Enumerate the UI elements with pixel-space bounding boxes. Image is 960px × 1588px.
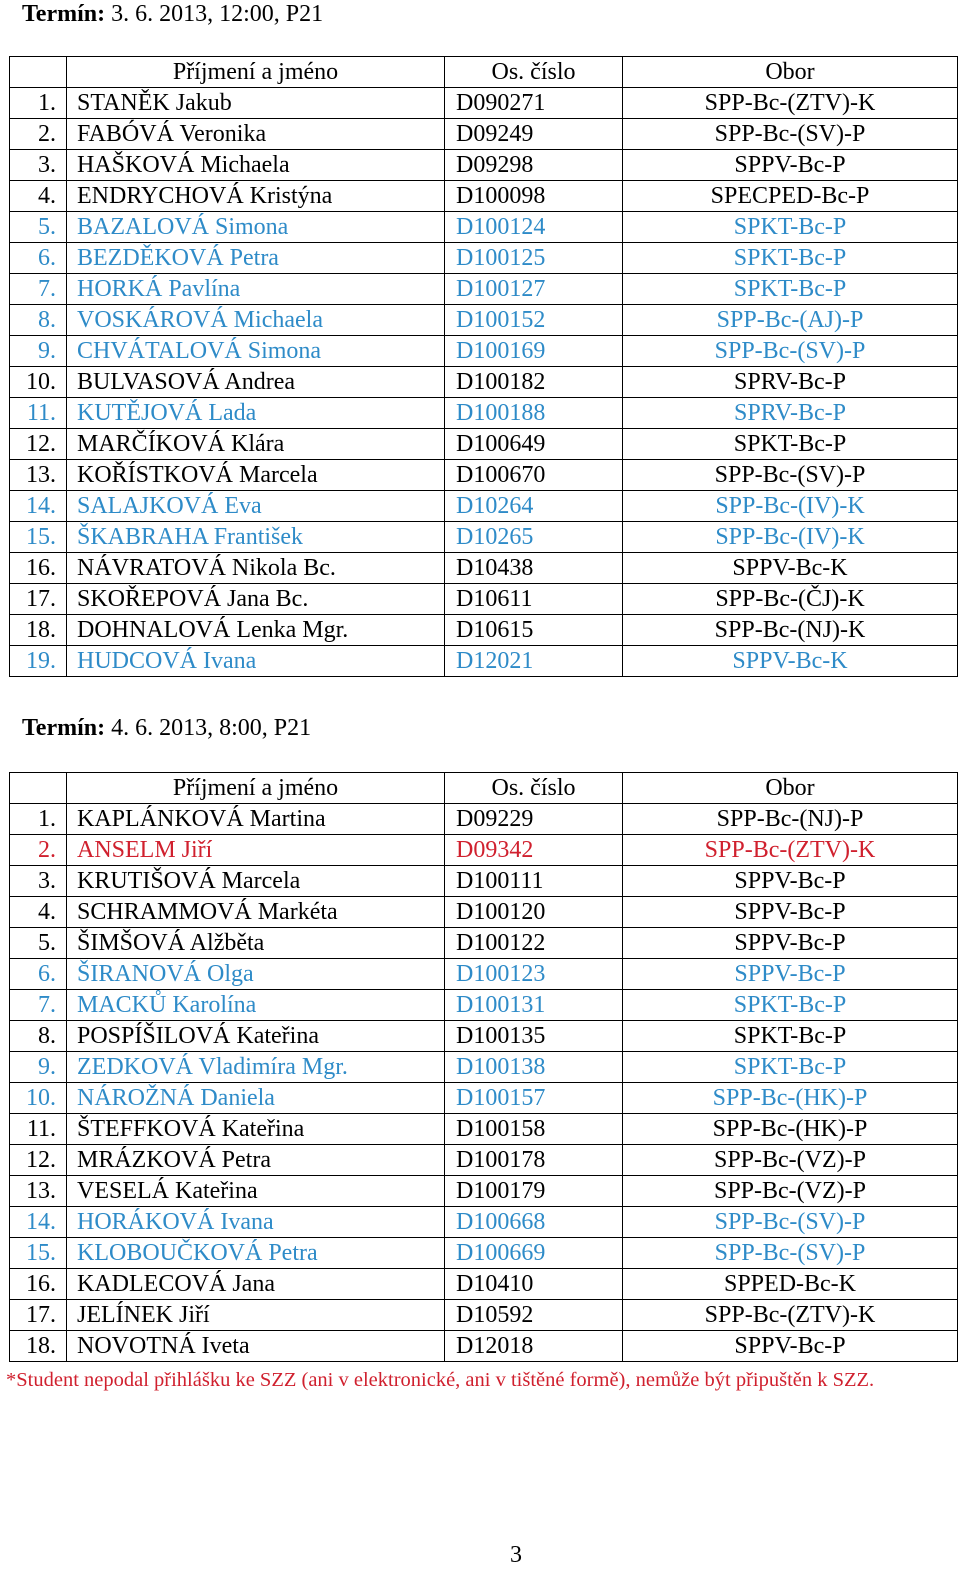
row-number-cell bbox=[10, 1331, 67, 1362]
table-row bbox=[10, 990, 958, 1021]
row-number-cell bbox=[10, 928, 67, 959]
name-cell: HAŠKOVÁ Michaela bbox=[67, 150, 445, 181]
table-row bbox=[10, 1207, 958, 1238]
name-cell: ŠIRANOVÁ Olga bbox=[67, 959, 445, 990]
row-number-cell bbox=[10, 990, 67, 1021]
name-cell: HUDCOVÁ Ivana bbox=[67, 646, 445, 677]
name-cell: VESELÁ Kateřina bbox=[67, 1176, 445, 1207]
id-cell: D090271 bbox=[445, 88, 623, 119]
row-number: 11. bbox=[26, 400, 56, 426]
name-cell: ŠKABRAHA František bbox=[67, 522, 445, 553]
table-row bbox=[10, 1300, 958, 1331]
row-number: 3. bbox=[38, 152, 56, 178]
obor-cell: SPP-Bc-(SV)-P bbox=[623, 1207, 958, 1238]
obor-cell: SPPV-Bc-P bbox=[623, 897, 958, 928]
row-number: 14. bbox=[26, 1209, 56, 1235]
id-cell: D12018 bbox=[445, 1331, 623, 1362]
obor-cell: SPP-Bc-(ČJ)-K bbox=[623, 584, 958, 615]
obor-cell: SPP-Bc-(SV)-P bbox=[623, 336, 958, 367]
name-cell: JELÍNEK Jiří bbox=[67, 1300, 445, 1331]
row-number-cell bbox=[10, 429, 67, 460]
row-number: 5. bbox=[38, 930, 56, 956]
table-row bbox=[10, 336, 958, 367]
row-number: 18. bbox=[26, 617, 56, 643]
row-number: 15. bbox=[26, 1240, 56, 1266]
name-cell: KAPLÁNKOVÁ Martina bbox=[67, 804, 445, 835]
table-row bbox=[10, 897, 958, 928]
id-cell: D09298 bbox=[445, 150, 623, 181]
section-2-info: 4. 6. 2013, 8:00, P21 bbox=[111, 715, 312, 741]
table-row bbox=[10, 1114, 958, 1145]
table-row bbox=[10, 1331, 958, 1362]
obor-cell: SPKT-Bc-P bbox=[623, 243, 958, 274]
id-cell: D10592 bbox=[445, 1300, 623, 1331]
row-number: 2. bbox=[38, 121, 56, 147]
row-number: 16. bbox=[26, 1271, 56, 1297]
row-number: 19. bbox=[26, 648, 56, 674]
name-cell: MARČÍKOVÁ Klára bbox=[67, 429, 445, 460]
table-row bbox=[10, 1145, 958, 1176]
table-row bbox=[10, 305, 958, 336]
table-row bbox=[10, 181, 958, 212]
row-number-cell bbox=[10, 584, 67, 615]
row-number: 13. bbox=[26, 462, 56, 488]
row-number-cell bbox=[10, 1269, 67, 1300]
row-number-cell bbox=[10, 959, 67, 990]
id-cell: D100670 bbox=[445, 460, 623, 491]
name-cell: MACKŮ Karolína bbox=[67, 990, 445, 1021]
table-row bbox=[10, 398, 958, 429]
obor-cell: SPRV-Bc-P bbox=[623, 398, 958, 429]
row-number-cell bbox=[10, 88, 67, 119]
row-number: 17. bbox=[26, 586, 56, 612]
table-row bbox=[10, 835, 958, 866]
row-number: 12. bbox=[26, 431, 56, 457]
table-row bbox=[10, 460, 958, 491]
row-number-cell bbox=[10, 460, 67, 491]
section-2-table bbox=[9, 772, 958, 1362]
row-number-cell bbox=[10, 119, 67, 150]
name-cell: BULVASOVÁ Andrea bbox=[67, 367, 445, 398]
table-row bbox=[10, 553, 958, 584]
table-row bbox=[10, 1052, 958, 1083]
id-cell: D10410 bbox=[445, 1269, 623, 1300]
obor-cell: SPKT-Bc-P bbox=[623, 990, 958, 1021]
name-cell: KLOBOUČKOVÁ Petra bbox=[67, 1238, 445, 1269]
obor-cell: SPP-Bc-(ZTV)-K bbox=[623, 1300, 958, 1331]
obor-cell: SPP-Bc-(HK)-P bbox=[623, 1114, 958, 1145]
table-header-row bbox=[10, 57, 958, 88]
row-number-cell bbox=[10, 1114, 67, 1145]
id-cell: D100152 bbox=[445, 305, 623, 336]
row-number: 7. bbox=[38, 276, 56, 302]
obor-cell: SPP-Bc-(ZTV)-K bbox=[623, 88, 958, 119]
table-row bbox=[10, 119, 958, 150]
section-2-label: Termín: bbox=[22, 715, 106, 741]
obor-cell: SPP-Bc-(NJ)-K bbox=[623, 615, 958, 646]
header-name-cell: Příjmení a jméno bbox=[67, 57, 445, 88]
table-row bbox=[10, 1083, 958, 1114]
header-num-cell bbox=[10, 773, 67, 804]
obor-cell: SPP-Bc-(IV)-K bbox=[623, 522, 958, 553]
id-cell: D09249 bbox=[445, 119, 623, 150]
row-number: 4. bbox=[38, 183, 56, 209]
table-row bbox=[10, 615, 958, 646]
name-cell: NOVOTNÁ Iveta bbox=[67, 1331, 445, 1362]
row-number: 13. bbox=[26, 1178, 56, 1204]
name-cell: KADLECOVÁ Jana bbox=[67, 1269, 445, 1300]
id-cell: D100179 bbox=[445, 1176, 623, 1207]
obor-cell: SPP-Bc-(SV)-P bbox=[623, 1238, 958, 1269]
row-number: 6. bbox=[38, 245, 56, 271]
name-cell: HORKÁ Pavlína bbox=[67, 274, 445, 305]
id-cell: D100122 bbox=[445, 928, 623, 959]
header-obor-cell: Obor bbox=[623, 57, 958, 88]
table-row bbox=[10, 866, 958, 897]
table-row bbox=[10, 243, 958, 274]
obor-cell: SPP-Bc-(ZTV)-K bbox=[623, 835, 958, 866]
name-cell: POSPÍŠILOVÁ Kateřina bbox=[67, 1021, 445, 1052]
row-number: 18. bbox=[26, 1333, 56, 1359]
obor-cell: SPP-Bc-(AJ)-P bbox=[623, 305, 958, 336]
obor-cell: SPP-Bc-(HK)-P bbox=[623, 1083, 958, 1114]
id-cell: D10264 bbox=[445, 491, 623, 522]
name-cell: SCHRAMMOVÁ Markéta bbox=[67, 897, 445, 928]
id-cell: D12021 bbox=[445, 646, 623, 677]
row-number-cell bbox=[10, 553, 67, 584]
obor-cell: SPRV-Bc-P bbox=[623, 367, 958, 398]
obor-cell: SPKT-Bc-P bbox=[623, 1021, 958, 1052]
row-number: 10. bbox=[26, 369, 56, 395]
header-obor-cell: Obor bbox=[623, 773, 958, 804]
table-row bbox=[10, 212, 958, 243]
row-number: 8. bbox=[38, 1023, 56, 1049]
id-cell: D09342 bbox=[445, 835, 623, 866]
obor-cell: SPPV-Bc-P bbox=[623, 866, 958, 897]
id-cell: D100178 bbox=[445, 1145, 623, 1176]
name-cell: STANĚK Jakub bbox=[67, 88, 445, 119]
name-cell: MRÁZKOVÁ Petra bbox=[67, 1145, 445, 1176]
header-name-cell: Příjmení a jméno bbox=[67, 773, 445, 804]
id-cell: D100127 bbox=[445, 274, 623, 305]
page-number: 3 bbox=[510, 1542, 522, 1568]
section-1-info: 3. 6. 2013, 12:00, P21 bbox=[111, 1, 324, 27]
table-header-row bbox=[10, 773, 958, 804]
table-row bbox=[10, 1269, 958, 1300]
obor-cell: SPP-Bc-(SV)-P bbox=[623, 460, 958, 491]
name-cell: VOSKÁROVÁ Michaela bbox=[67, 305, 445, 336]
row-number: 9. bbox=[38, 338, 56, 364]
obor-cell: SPP-Bc-(IV)-K bbox=[623, 491, 958, 522]
obor-cell: SPPV-Bc-K bbox=[623, 646, 958, 677]
row-number-cell bbox=[10, 1052, 67, 1083]
section-2-heading bbox=[22, 714, 311, 742]
id-cell: D100158 bbox=[445, 1114, 623, 1145]
name-cell: ENDRYCHOVÁ Kristýna bbox=[67, 181, 445, 212]
id-cell: D100124 bbox=[445, 212, 623, 243]
section-1-table bbox=[9, 56, 958, 677]
row-number-cell bbox=[10, 835, 67, 866]
row-number: 16. bbox=[26, 555, 56, 581]
name-cell: SKOŘEPOVÁ Jana Bc. bbox=[67, 584, 445, 615]
row-number-cell bbox=[10, 336, 67, 367]
row-number-cell bbox=[10, 367, 67, 398]
row-number-cell bbox=[10, 804, 67, 835]
row-number: 4. bbox=[38, 899, 56, 925]
row-number-cell bbox=[10, 522, 67, 553]
id-cell: D100131 bbox=[445, 990, 623, 1021]
id-cell: D100098 bbox=[445, 181, 623, 212]
row-number-cell bbox=[10, 274, 67, 305]
row-number: 1. bbox=[38, 806, 56, 832]
name-cell: BEZDĚKOVÁ Petra bbox=[67, 243, 445, 274]
name-cell: CHVÁTALOVÁ Simona bbox=[67, 336, 445, 367]
id-cell: D100169 bbox=[445, 336, 623, 367]
id-cell: D100138 bbox=[445, 1052, 623, 1083]
table-row bbox=[10, 584, 958, 615]
name-cell: DOHNALOVÁ Lenka Mgr. bbox=[67, 615, 445, 646]
obor-cell: SPKT-Bc-P bbox=[623, 429, 958, 460]
name-cell: KOŘÍSTKOVÁ Marcela bbox=[67, 460, 445, 491]
row-number-cell bbox=[10, 212, 67, 243]
row-number-cell bbox=[10, 897, 67, 928]
id-cell: D10438 bbox=[445, 553, 623, 584]
row-number-cell bbox=[10, 1207, 67, 1238]
row-number-cell bbox=[10, 1021, 67, 1052]
obor-cell: SPP-Bc-(SV)-P bbox=[623, 119, 958, 150]
row-number-cell bbox=[10, 243, 67, 274]
table-row bbox=[10, 804, 958, 835]
id-cell: D100649 bbox=[445, 429, 623, 460]
id-cell: D100157 bbox=[445, 1083, 623, 1114]
row-number-cell bbox=[10, 398, 67, 429]
id-cell: D10265 bbox=[445, 522, 623, 553]
row-number-cell bbox=[10, 646, 67, 677]
id-cell: D10615 bbox=[445, 615, 623, 646]
row-number-cell bbox=[10, 181, 67, 212]
table-row bbox=[10, 1238, 958, 1269]
id-cell: D100123 bbox=[445, 959, 623, 990]
obor-cell: SPKT-Bc-P bbox=[623, 1052, 958, 1083]
row-number-cell bbox=[10, 1083, 67, 1114]
obor-cell: SPKT-Bc-P bbox=[623, 274, 958, 305]
name-cell: HORÁKOVÁ Ivana bbox=[67, 1207, 445, 1238]
header-num-cell bbox=[10, 57, 67, 88]
table-row bbox=[10, 646, 958, 677]
row-number: 3. bbox=[38, 868, 56, 894]
obor-cell: SPP-Bc-(VZ)-P bbox=[623, 1176, 958, 1207]
obor-cell: SPPV-Bc-P bbox=[623, 150, 958, 181]
row-number: 2. bbox=[38, 837, 56, 863]
section-1-heading bbox=[22, 0, 323, 28]
header-id-cell: Os. číslo bbox=[445, 57, 623, 88]
row-number-cell bbox=[10, 150, 67, 181]
row-number-cell bbox=[10, 305, 67, 336]
obor-cell: SPPV-Bc-P bbox=[623, 959, 958, 990]
row-number: 12. bbox=[26, 1147, 56, 1173]
row-number: 11. bbox=[26, 1116, 56, 1142]
name-cell: SALAJKOVÁ Eva bbox=[67, 491, 445, 522]
table-row bbox=[10, 1176, 958, 1207]
row-number: 1. bbox=[38, 90, 56, 116]
table-row bbox=[10, 429, 958, 460]
obor-cell: SPKT-Bc-P bbox=[623, 212, 958, 243]
obor-cell: SPP-Bc-(NJ)-P bbox=[623, 804, 958, 835]
row-number: 17. bbox=[26, 1302, 56, 1328]
name-cell: ŠTEFFKOVÁ Kateřina bbox=[67, 1114, 445, 1145]
row-number-cell bbox=[10, 1300, 67, 1331]
row-number: 6. bbox=[38, 961, 56, 987]
id-cell: D100135 bbox=[445, 1021, 623, 1052]
name-cell: FABÓVÁ Veronika bbox=[67, 119, 445, 150]
row-number-cell bbox=[10, 491, 67, 522]
header-id-cell: Os. číslo bbox=[445, 773, 623, 804]
row-number: 14. bbox=[26, 493, 56, 519]
name-cell: NÁROŽNÁ Daniela bbox=[67, 1083, 445, 1114]
row-number: 9. bbox=[38, 1054, 56, 1080]
row-number-cell bbox=[10, 1176, 67, 1207]
row-number: 5. bbox=[38, 214, 56, 240]
obor-cell: SPPED-Bc-K bbox=[623, 1269, 958, 1300]
row-number: 15. bbox=[26, 524, 56, 550]
name-cell: BAZALOVÁ Simona bbox=[67, 212, 445, 243]
id-cell: D100668 bbox=[445, 1207, 623, 1238]
id-cell: D100188 bbox=[445, 398, 623, 429]
row-number: 10. bbox=[26, 1085, 56, 1111]
row-number-cell bbox=[10, 1145, 67, 1176]
name-cell: KRUTIŠOVÁ Marcela bbox=[67, 866, 445, 897]
name-cell: ZEDKOVÁ Vladimíra Mgr. bbox=[67, 1052, 445, 1083]
id-cell: D100182 bbox=[445, 367, 623, 398]
obor-cell: SPECPED-Bc-P bbox=[623, 181, 958, 212]
obor-cell: SPPV-Bc-K bbox=[623, 553, 958, 584]
row-number-cell bbox=[10, 866, 67, 897]
row-number-cell bbox=[10, 615, 67, 646]
name-cell: NÁVRATOVÁ Nikola Bc. bbox=[67, 553, 445, 584]
name-cell: ANSELM Jiří bbox=[67, 835, 445, 866]
table-row bbox=[10, 274, 958, 305]
obor-cell: SPPV-Bc-P bbox=[623, 1331, 958, 1362]
obor-cell: SPP-Bc-(VZ)-P bbox=[623, 1145, 958, 1176]
name-cell: ŠIMŠOVÁ Alžběta bbox=[67, 928, 445, 959]
table-row bbox=[10, 88, 958, 119]
table-row bbox=[10, 367, 958, 398]
id-cell: D100111 bbox=[445, 866, 623, 897]
table-row bbox=[10, 1021, 958, 1052]
section-1-label: Termín: bbox=[22, 1, 106, 27]
id-cell: D100669 bbox=[445, 1238, 623, 1269]
table-row bbox=[10, 928, 958, 959]
id-cell: D100125 bbox=[445, 243, 623, 274]
id-cell: D09229 bbox=[445, 804, 623, 835]
table-row bbox=[10, 491, 958, 522]
obor-cell: SPPV-Bc-P bbox=[623, 928, 958, 959]
footnote: *Student nepodal přihlášku ke SZZ (ani v elektronické, ani v tištěné formě), nemůže být připuštěn k SZZ. bbox=[6, 1369, 875, 1391]
row-number: 7. bbox=[38, 992, 56, 1018]
table-row bbox=[10, 150, 958, 181]
table-row bbox=[10, 522, 958, 553]
id-cell: D10611 bbox=[445, 584, 623, 615]
table-row bbox=[10, 959, 958, 990]
id-cell: D100120 bbox=[445, 897, 623, 928]
row-number: 8. bbox=[38, 307, 56, 333]
name-cell: KUTĚJOVÁ Lada bbox=[67, 398, 445, 429]
row-number-cell bbox=[10, 1238, 67, 1269]
